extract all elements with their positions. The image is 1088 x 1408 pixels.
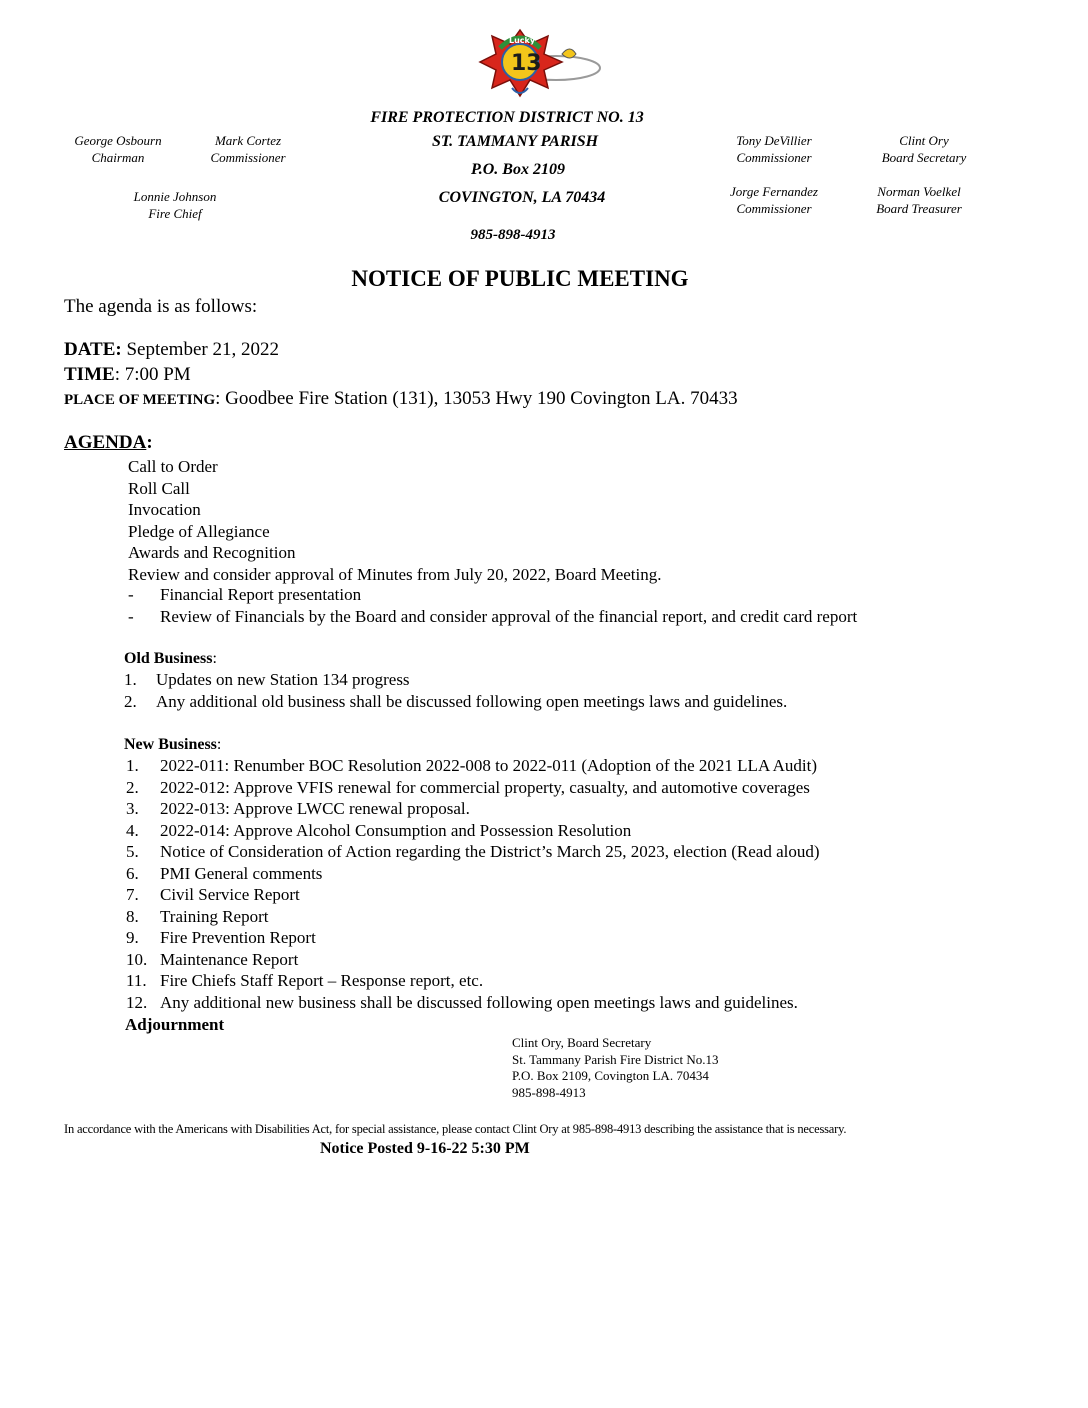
old-business-item bbox=[124, 692, 787, 712]
item-text: Fire Chiefs Staff Report – Response report, etc. bbox=[160, 971, 484, 990]
district-logo bbox=[478, 26, 604, 116]
signature-line: Clint Ory, Board Secretary bbox=[512, 1035, 652, 1050]
meeting-time bbox=[64, 364, 191, 386]
agenda-sub-item bbox=[128, 585, 361, 605]
item-text: PMI General comments bbox=[160, 863, 323, 883]
new-business-colon: : bbox=[216, 736, 222, 753]
signature-line: 985-898-4913 bbox=[512, 1084, 586, 1100]
place-label: PLACE OF MEETING bbox=[64, 392, 216, 408]
time-value: : 7:00 PM bbox=[114, 364, 191, 385]
new-business-item bbox=[126, 799, 820, 821]
logo-number: 13 bbox=[511, 51, 542, 76]
adjournment: Adjournment bbox=[125, 1015, 225, 1034]
member-name: Mark Cortez bbox=[214, 133, 282, 148]
new-business-heading bbox=[124, 736, 221, 754]
member-chairman bbox=[48, 132, 188, 166]
item-text: 2022-011: Renumber BOC Resolution 2022-008 to 2022-011 (Adoption of the 2021 LLA Audit) bbox=[160, 756, 817, 775]
item-number: 7. bbox=[126, 885, 139, 904]
member-commissioner-cortez bbox=[178, 132, 318, 166]
header-line-3: P.O. Box 2109 bbox=[471, 161, 565, 178]
item-text: Notice of Consideration of Action regarding the District’s March 25, 2023, election (Read aloud) bbox=[160, 842, 820, 861]
agenda-item: Roll Call bbox=[128, 478, 190, 498]
new-business-item bbox=[126, 864, 820, 886]
item-text: Any additional old business shall be discussed following open meetings laws and guidelines. bbox=[156, 692, 788, 711]
member-name: George Osbourn bbox=[74, 133, 162, 148]
page-title: NOTICE OF PUBLIC MEETING bbox=[351, 266, 689, 291]
item-text: 2022-012: Approve VFIS renewal for commercial property, casualty, and automotive coverages bbox=[160, 777, 810, 797]
member-commissioner-devillier bbox=[704, 132, 844, 166]
new-business-label: New Business bbox=[124, 736, 217, 753]
item-number: 8. bbox=[126, 906, 139, 926]
item-number: 1. bbox=[126, 756, 139, 775]
member-board-secretary bbox=[854, 132, 994, 166]
header-line-1: FIRE PROTECTION DISTRICT NO. 13 bbox=[370, 109, 644, 126]
member-commissioner-fernandez bbox=[704, 183, 844, 217]
member-board-treasurer bbox=[849, 183, 989, 217]
member-title: Commissioner bbox=[736, 201, 812, 216]
item-text: 2022-014: Approve Alcohol Consumption and Possession Resolution bbox=[160, 820, 632, 840]
item-number: 10. bbox=[126, 949, 148, 969]
item-number: 2. bbox=[124, 692, 137, 711]
agenda-item: Call to Order bbox=[128, 457, 218, 476]
member-name: Clint Ory bbox=[899, 133, 949, 148]
agenda-list bbox=[128, 456, 662, 585]
member-name: Jorge Fernandez bbox=[730, 184, 818, 199]
agenda-intro: The agenda is as follows: bbox=[64, 296, 258, 317]
ada-notice: In accordance with the Americans with Disabilities Act, for special assistance, please contact Clint Ory at 985-898-4913 describing the assistance that is necessary. bbox=[64, 1122, 847, 1136]
item-text: Any additional new business shall be discussed following open meetings laws and guidelines. bbox=[160, 992, 798, 1012]
item-text: Training Report bbox=[160, 906, 269, 926]
header-line-2: ST. TAMMANY PARISH bbox=[431, 133, 599, 150]
item-text: Maintenance Report bbox=[160, 949, 299, 969]
member-name: Norman Voelkel bbox=[877, 184, 961, 199]
agenda-sub-item bbox=[128, 607, 857, 627]
signature-line: St. Tammany Parish Fire District No.13 bbox=[512, 1051, 719, 1067]
agenda-item: Review and consider approval of Minutes from July 20, 2022, Board Meeting. bbox=[128, 564, 662, 584]
item-number: 2. bbox=[126, 777, 139, 797]
new-business-item bbox=[126, 756, 820, 778]
agenda-item: Invocation bbox=[128, 500, 201, 519]
item-text: Civil Service Report bbox=[160, 885, 300, 904]
new-business-item bbox=[126, 907, 820, 929]
agenda-item: Pledge of Allegiance bbox=[128, 521, 270, 541]
meeting-place bbox=[64, 388, 738, 410]
signature-line: P.O. Box 2109, Covington LA. 70434 bbox=[512, 1068, 709, 1083]
new-business-item bbox=[126, 928, 820, 950]
new-business-list bbox=[126, 756, 820, 1014]
item-text: 2022-013: Approve LWCC renewal proposal. bbox=[160, 799, 470, 818]
member-title: Commissioner bbox=[736, 150, 812, 165]
sub-item-text: Review of Financials by the Board and consider approval of the financial report, and credit card report bbox=[160, 607, 858, 626]
item-number: 4. bbox=[126, 820, 139, 840]
member-title: Fire Chief bbox=[148, 206, 202, 221]
item-number: 9. bbox=[126, 928, 139, 947]
posted-notice: Notice Posted 9-16-22 5:30 PM bbox=[320, 1140, 530, 1157]
agenda-heading bbox=[64, 432, 153, 454]
old-business-item bbox=[124, 670, 410, 690]
sub-item-text: Financial Report presentation bbox=[160, 585, 362, 604]
old-business-colon: : bbox=[212, 650, 217, 667]
logo-arc-text: Lucky bbox=[509, 36, 536, 45]
member-title: Commissioner bbox=[210, 150, 286, 165]
new-business-item bbox=[126, 993, 820, 1015]
place-value: : Goodbee Fire Station (131), 13053 Hwy 190 Covington LA. 70433 bbox=[215, 388, 738, 409]
time-label: TIME bbox=[64, 364, 115, 385]
item-text: Fire Prevention Report bbox=[160, 928, 316, 947]
date-label: DATE: bbox=[64, 339, 122, 360]
date-value: September 21, 2022 bbox=[121, 339, 279, 360]
item-number: 11. bbox=[126, 971, 147, 990]
bullet: - bbox=[128, 585, 134, 604]
item-number: 3. bbox=[126, 799, 139, 818]
item-number: 5. bbox=[126, 842, 139, 861]
member-title: Board Treasurer bbox=[876, 201, 962, 216]
agenda-item: Awards and Recognition bbox=[128, 543, 296, 562]
item-text: Updates on new Station 134 progress bbox=[156, 670, 410, 689]
header-phone: 985-898-4913 bbox=[470, 227, 556, 243]
header-line-4: COVINGTON, LA 70434 bbox=[438, 189, 606, 206]
agenda-label: AGENDA bbox=[64, 432, 147, 453]
bullet: - bbox=[128, 607, 134, 626]
meeting-date bbox=[64, 339, 279, 361]
item-number: 1. bbox=[124, 670, 137, 689]
agenda-colon: : bbox=[146, 432, 153, 453]
member-name: Tony DeVillier bbox=[736, 133, 812, 148]
new-business-item bbox=[126, 885, 820, 907]
old-business-label: Old Business bbox=[124, 650, 213, 667]
new-business-item bbox=[126, 821, 820, 843]
new-business-item bbox=[126, 950, 820, 972]
member-name: Lonnie Johnson bbox=[133, 189, 217, 204]
new-business-item bbox=[126, 842, 820, 864]
new-business-item bbox=[126, 778, 820, 800]
maltese-cross-logo-icon bbox=[478, 26, 604, 116]
signature-block bbox=[512, 1035, 718, 1101]
member-title: Chairman bbox=[91, 150, 145, 165]
member-title: Board Secretary bbox=[881, 150, 967, 165]
old-business-heading bbox=[124, 650, 217, 668]
member-fire-chief bbox=[105, 188, 245, 222]
item-number: 6. bbox=[126, 863, 139, 883]
new-business-item bbox=[126, 971, 820, 993]
item-number: 12. bbox=[126, 992, 148, 1012]
